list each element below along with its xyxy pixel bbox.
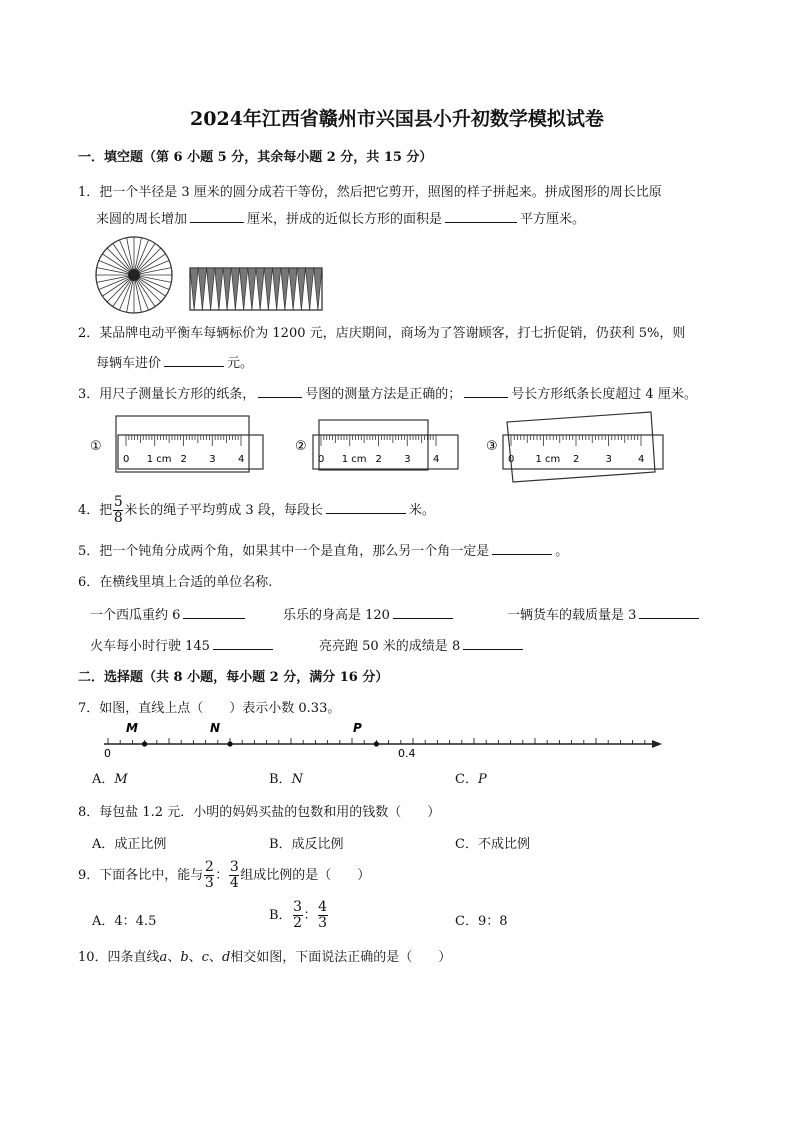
ruler-label: 0: [318, 454, 325, 465]
answer-blank[interactable]: [213, 637, 273, 650]
answer-blank[interactable]: [492, 542, 552, 555]
q8-option-c[interactable]: C．不成比例: [455, 837, 530, 852]
ruler-label: 4: [433, 454, 440, 465]
section-heading-choice: 二．选择题（共 8 小题，每小题 2 分，满分 16 分）: [78, 670, 389, 685]
answer-blank[interactable]: [326, 501, 406, 514]
q8-option-b[interactable]: B．成反比例: [269, 837, 344, 852]
q9-option-c[interactable]: C．9：8: [455, 914, 508, 929]
answer-blank[interactable]: [464, 385, 508, 398]
q6-item-run: 亮亮跑 50 米的成绩是 8: [319, 635, 526, 654]
q6-intro: 6．在横线里填上合适的单位名称.: [78, 575, 273, 590]
ruler-figures: [88, 410, 668, 492]
q4-stem: 4．把 $\frac{5}{8}$ 米长的绳子平均剪成 3 段，每段长 米。: [78, 494, 435, 526]
ruler-label: 0: [123, 454, 130, 465]
circle-sectors-figure: [92, 234, 176, 316]
ruler-label: 2: [180, 454, 187, 465]
point-m: [142, 741, 147, 746]
axis-label-0: 0: [104, 747, 111, 760]
ruler-label: 2: [375, 454, 382, 465]
ruler-label: 4: [238, 454, 245, 465]
figure-label-1: ①: [90, 439, 102, 454]
answer-blank[interactable]: [639, 606, 699, 619]
point-label-m: M: [126, 721, 138, 735]
fraction-five-eighths: $\frac{5}{8}$: [113, 494, 123, 526]
ruler: [118, 435, 263, 469]
answer-blank[interactable]: [164, 354, 224, 367]
circle-center: [128, 269, 140, 281]
q6-item-train: 火车每小时行驶 145: [90, 635, 276, 654]
answer-blank[interactable]: [463, 637, 523, 650]
point-label-p: P: [353, 721, 362, 735]
q5-stem: 5．把一个钝角分成两个角，如果其中一个是直角，那么另一个角一定是 。: [78, 544, 569, 559]
q3-stem: 3．用尺子测量长方形的纸条， 号图的测量方法是正确的； 号长方形纸条长度超过 4 厘米。: [78, 387, 697, 402]
point-label-n: N: [210, 721, 221, 735]
q2-line2: 每辆车进价 元。: [96, 356, 254, 371]
ruler-label: 0: [508, 454, 515, 465]
q9-stem: 9．下面各比中，能与 $\frac{2}{3}$ ： $\frac{3}{4}$ 组成比例的是（ ）: [78, 859, 371, 891]
q6-item-watermelon: 一个西瓜重约 6: [90, 604, 248, 623]
ruler: [503, 435, 663, 469]
page-title: 2024年江西省赣州市兴国县小升初数学模拟试卷: [190, 108, 604, 130]
ruler-label: 4: [638, 454, 645, 465]
q7-stem: 7．如图，直线上点（ ）表示小数 0.33。: [78, 701, 341, 716]
q8-stem: 8．每包盐 1.2 元．小明的妈妈买盐的包数和用的钱数（ ）: [78, 805, 441, 820]
rearranged-rectangle-figure: [188, 265, 324, 313]
fraction-four-thirds: $\frac{4}{3}$: [318, 899, 328, 931]
q9-option-b[interactable]: B． $\frac{3}{2}$ ： $\frac{4}{3}$: [269, 899, 328, 931]
q9-option-a[interactable]: A．4：4.5: [92, 914, 157, 929]
q6-item-height: 乐乐的身高是 120: [283, 604, 456, 623]
ruler-label: 2: [573, 454, 580, 465]
q1-line1: 1．把一个半径是 3 厘米的圆分成若干等份，然后把它剪开，照图的样子拼起来。拼成图形的周长比原: [78, 185, 662, 200]
q6-item-truck: 一辆货车的载质量是 3: [507, 604, 702, 623]
q1-line2: 来圆的周长增加 厘米，拼成的近似长方形的面积是 平方厘米。: [96, 212, 586, 227]
ruler-label: 1 cm: [146, 454, 172, 465]
figure-label-3: ③: [486, 439, 498, 454]
ruler: [313, 435, 458, 469]
answer-blank[interactable]: [393, 606, 453, 619]
answer-blank[interactable]: [183, 606, 245, 619]
point-p: [374, 741, 379, 746]
ruler-label: 1 cm: [535, 454, 561, 465]
q7-option-a[interactable]: A．M: [92, 772, 128, 787]
q8-option-a[interactable]: A．成正比例: [92, 837, 167, 852]
fraction-three-halves: $\frac{3}{2}$: [293, 899, 303, 931]
fraction-three-fourths: $\frac{3}{4}$: [229, 859, 239, 891]
ruler-label: 1 cm: [341, 454, 367, 465]
point-n: [227, 741, 232, 746]
fraction-two-thirds: $\frac{2}{3}$: [204, 859, 214, 891]
q2-line1: 2．某品牌电动平衡车每辆标价为 1200 元，店庆期间，商场为了答谢顾客，打七折促销，仍获利 5%，则: [78, 326, 686, 341]
ruler-label: 3: [404, 454, 411, 465]
axis-arrow: [652, 740, 662, 748]
answer-blank[interactable]: [190, 210, 244, 223]
ruler-label: 3: [605, 454, 612, 465]
ruler-label: 3: [209, 454, 216, 465]
q7-option-b[interactable]: B．N: [269, 772, 303, 787]
number-line: [96, 718, 666, 760]
answer-blank[interactable]: [258, 385, 302, 398]
answer-blank[interactable]: [445, 210, 517, 223]
section-heading-fill-blank: 一．填空题（第 6 小题 5 分，其余每小题 2 分，共 15 分）: [78, 150, 433, 165]
figure-label-2: ②: [295, 439, 307, 454]
q7-option-c[interactable]: C．P: [455, 772, 487, 787]
axis-label-0-4: 0.4: [398, 747, 416, 760]
q10-stem: 10．四条直线a、b、c、d相交如图，下面说法正确的是（ ）: [78, 950, 452, 965]
